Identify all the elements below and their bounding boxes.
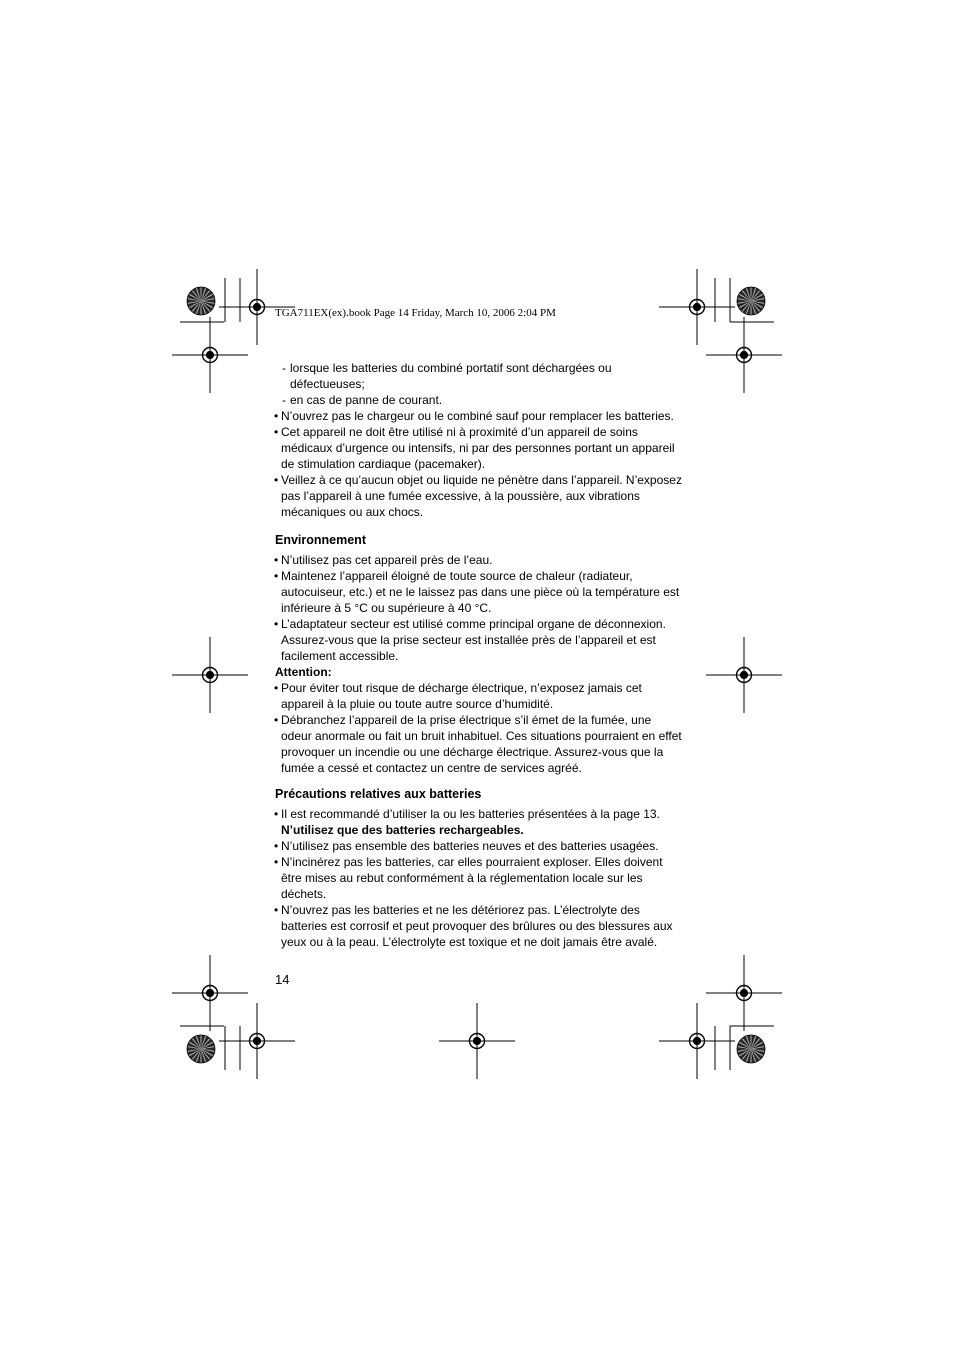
- list-item-text: Débranchez l’appareil de la prise électrique s’il émet de la fumée, une odeur anormale ou fait un bruit inhabituel. Ces situations pourraient en effet provoquer un incendie ou une décharge électrique. Assurez-vous que la fumée a cessé et contactez un centre de services agréé.: [281, 713, 682, 775]
- bullet-marker: •: [274, 855, 279, 869]
- registration-mark-icon: [219, 1003, 295, 1079]
- list-item-text: Veillez à ce qu’aucun objet ou liquide ne pénètre dans l’appareil. N’exposez pas l’appareil à une fumée excessive, à la poussière, aux vibrations mécaniques ou aux chocs.: [281, 473, 682, 519]
- page-number: 14: [275, 972, 290, 987]
- dash-marker: -: [282, 393, 286, 407]
- list-item-text: L’adaptateur secteur est utilisé comme principal organe de déconnexion. Assurez-vous que la prise secteur est installée près de l’appareil et est facilement accessible.: [281, 617, 666, 663]
- list-item-text: en cas de panne de courant.: [290, 393, 443, 407]
- registration-mark-icon: [706, 955, 782, 1031]
- registration-mark-icon: [706, 317, 782, 393]
- list-item: [274, 360, 684, 392]
- bullet-marker: •: [274, 553, 279, 567]
- list-item: [274, 838, 684, 854]
- registration-mark-icon: [659, 269, 735, 345]
- print-header-line: TGA711EX(ex).book Page 14 Friday, March 10, 2006 2:04 PM: [275, 307, 556, 319]
- list-item: [274, 424, 684, 472]
- list-item-text: lorsque les batteries du combiné portatif sont déchargées ou défectueuses;: [290, 361, 612, 391]
- attention-label: Attention:: [275, 665, 332, 679]
- list-item-text-bold: N’utilisez que des batteries rechargeables.: [281, 823, 524, 837]
- list-item-text: N’incinérez pas les batteries, car elles pourraient exploser. Elles doivent être mises au rebut conformément à la réglementation locale sur les déchets.: [281, 855, 663, 901]
- dash-marker: -: [282, 361, 286, 375]
- bullet-marker: •: [274, 713, 279, 727]
- color-target-icon: [187, 287, 215, 315]
- list-item-text: Pour éviter tout risque de décharge électrique, n’exposez jamais cet appareil à la pluie ou toute autre source d’humidité.: [281, 681, 642, 711]
- list-item: [274, 680, 684, 712]
- registration-mark-icon: [439, 1003, 515, 1079]
- color-target-icon: [187, 1035, 215, 1063]
- list-item-text: Maintenez l’appareil éloigné de toute source de chaleur (radiateur, autocuiseur, etc.) et ne le laissez pas dans une pièce où la température est inférieure à 5 °C ou supérieure à 40 °C.: [281, 569, 680, 615]
- list-item-text: N’utilisez pas ensemble des batteries neuves et des batteries usagées.: [281, 839, 659, 853]
- list-item-text: [281, 806, 684, 838]
- section-heading-environnement: Environnement: [275, 533, 366, 547]
- bullet-marker: •: [274, 903, 279, 917]
- registration-mark-icon: [172, 317, 248, 393]
- bullet-marker: •: [274, 839, 279, 853]
- list-item: [274, 552, 684, 568]
- bullet-marker: •: [274, 569, 279, 583]
- registration-mark-icon: [659, 1003, 735, 1079]
- list-item: [274, 408, 684, 424]
- registration-mark-icon: [172, 637, 248, 713]
- list-item-text-regular: Il est recommandé d’utiliser la ou les batteries présentées à la page 13.: [281, 807, 660, 821]
- registration-mark-icon: [706, 637, 782, 713]
- bullet-marker: •: [274, 681, 279, 695]
- bullet-marker: •: [274, 807, 279, 821]
- list-item: [274, 616, 684, 664]
- list-item: [274, 568, 684, 616]
- list-item: [274, 712, 684, 776]
- list-item: [274, 854, 684, 902]
- bullet-marker: •: [274, 409, 279, 423]
- bullet-marker: •: [274, 473, 279, 487]
- page-content: [274, 360, 684, 950]
- list-item-text: N’ouvrez pas les batteries et ne les détériorez pas. L’électrolyte des batteries est corrosif et peut provoquer des brûlures ou des blessures aux yeux ou à la peau. L’électrolyte est toxique et ne doit jamais être avalé.: [281, 903, 673, 949]
- list-item-text: N’ouvrez pas le chargeur ou le combiné sauf pour remplacer les batteries.: [281, 409, 674, 423]
- list-item-text: Cet appareil ne doit être utilisé ni à proximité d’un appareil de soins médicaux d’urgence ou intensifs, ni par des personnes portant un appareil de stimulation cardiaque (pacemaker).: [281, 425, 675, 471]
- color-target-icon: [737, 287, 765, 315]
- list-item: [274, 392, 684, 408]
- list-item-text: N’utilisez pas cet appareil près de l’eau.: [281, 553, 493, 567]
- bullet-marker: •: [274, 425, 279, 439]
- list-item: [274, 806, 684, 838]
- bullet-marker: •: [274, 617, 279, 631]
- section-heading-batteries: Précautions relatives aux batteries: [275, 787, 482, 801]
- color-target-icon: [737, 1035, 765, 1063]
- registration-mark-icon: [172, 955, 248, 1031]
- list-item: [274, 902, 684, 950]
- list-item: [274, 472, 684, 520]
